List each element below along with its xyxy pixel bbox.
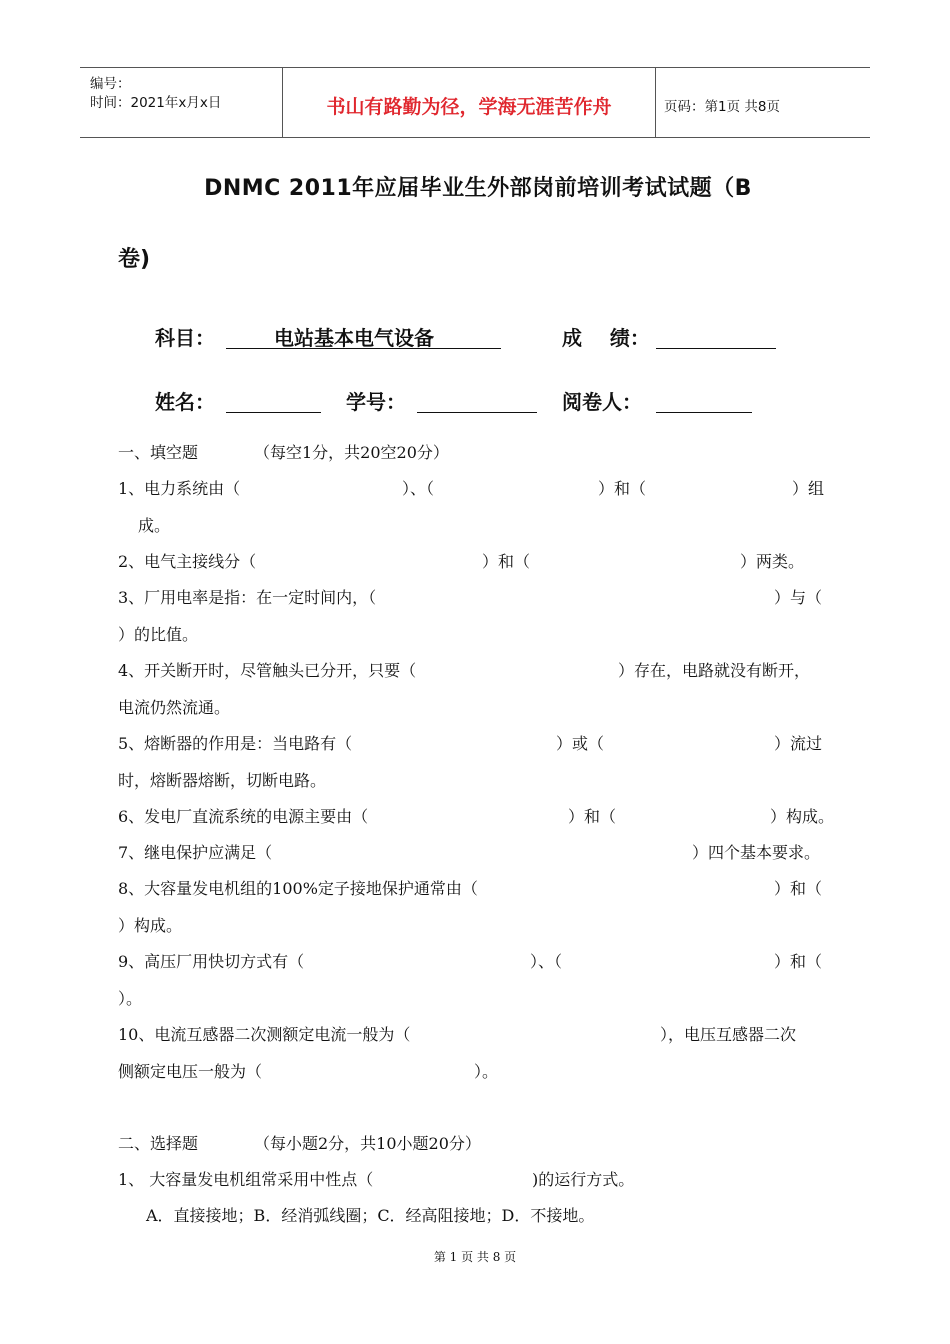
q3-continued: ）的比值。 [118, 625, 199, 644]
header-motto: 书山有路勤为径，学海无涯苦作舟 [326, 96, 612, 118]
score-field[interactable] [656, 322, 776, 349]
q10-part-c: 侧额定电压一般为（ [118, 1062, 263, 1081]
q5-part-c: ）流过 [774, 734, 823, 753]
code-label: 编号： [90, 76, 131, 92]
mc-q1-options: A．直接接地；B．经消弧线圈；C．经高阻接地；D．不接地。 [146, 1206, 595, 1225]
name-field[interactable] [226, 386, 321, 413]
q1-part-c: ）和（ [598, 479, 647, 498]
q10-part-a: 10、电流互感器二次测额定电流一般为（ [118, 1025, 411, 1044]
q5-part-b: ）或（ [556, 734, 605, 753]
q3-part-a: 3、厂用电率是指：在一定时间内，（ [118, 588, 377, 607]
header-page-info: 页码：第1页 共8页 [664, 99, 780, 115]
page-footer: 第 1 页 共 8 页 [433, 1250, 517, 1264]
q9-part-c: ）和（ [774, 952, 823, 971]
q1-part-d: ）组 [792, 479, 825, 498]
header-page-cell [654, 68, 870, 137]
q8-continued: ）构成。 [118, 916, 183, 935]
q9-part-b: ）、（ [530, 952, 563, 971]
q2-part-c: ）两类。 [740, 552, 805, 571]
section2-scoring: （每小题2分，共10小题20分） [254, 1134, 481, 1153]
q7-part-a: 7、继电保护应满足（ [118, 843, 273, 862]
subject-label: 科目： [155, 326, 215, 350]
section2-heading: 二、选择题 [118, 1134, 199, 1153]
header-meta [80, 68, 282, 137]
section1-scoring: （每空1分，共20空20分） [254, 443, 449, 462]
exam-title-continued: 卷) [118, 247, 151, 272]
q9-part-a: 9、高压厂用快切方式有（ [118, 952, 305, 971]
time-label: 时间：2021年x月x日 [90, 95, 222, 111]
q6-part-c: ）构成。 [770, 807, 835, 826]
q5-part-a: 5、熔断器的作用是：当电路有（ [118, 734, 353, 753]
grader-field[interactable] [656, 386, 752, 413]
q5-continued: 时，熔断器熔断，切断电路。 [118, 771, 327, 790]
exam-title: DNMC 2011年应届毕业生外部岗前培训考试试题（B [204, 176, 752, 201]
q4-continued: 电流仍然流通。 [118, 698, 231, 717]
q2-part-a: 2、电气主接线分（ [118, 552, 257, 571]
q1-part-b: ）、（ [402, 479, 435, 498]
q8-part-a: 8、大容量发电机组的100%定子接地保护通常由（ [118, 879, 478, 898]
q4-part-b: ）存在，电路就没有断开， [618, 661, 811, 680]
q8-part-b: ）和（ [774, 879, 823, 898]
q10-part-d: ）。 [474, 1062, 499, 1081]
page-header [80, 67, 870, 138]
grader-label: 阅卷人： [562, 390, 642, 414]
q1-part-a: 1、电力系统由（ [118, 479, 241, 498]
mc-q1-part-b: )的运行方式。 [532, 1170, 635, 1189]
name-label: 姓名： [155, 390, 215, 414]
q4-part-a: 4、开关断开时，尽管触头已分开，只要（ [118, 661, 417, 680]
q6-part-b: ）和（ [568, 807, 617, 826]
mc-q1-part-a: 1、 大容量发电机组常采用中性点（ [118, 1170, 374, 1189]
q3-part-b: ）与（ [774, 588, 823, 607]
section1-heading: 一、填空题 [118, 443, 199, 462]
score-label: 成 绩： [562, 326, 650, 350]
q6-part-a: 6、发电厂直流系统的电源主要由（ [118, 807, 369, 826]
q2-part-b: ）和（ [482, 552, 531, 571]
student-id-label: 学号： [346, 390, 406, 414]
q10-part-b: ），电压互感器二次 [660, 1025, 797, 1044]
header-motto-cell [282, 68, 656, 137]
q1-continued: 成。 [138, 516, 171, 535]
q9-continued: ）。 [118, 989, 143, 1008]
q7-part-b: ）四个基本要求。 [692, 843, 821, 862]
subject-value: 电站基本电气设备 [274, 326, 434, 350]
student-id-field[interactable] [417, 386, 537, 413]
